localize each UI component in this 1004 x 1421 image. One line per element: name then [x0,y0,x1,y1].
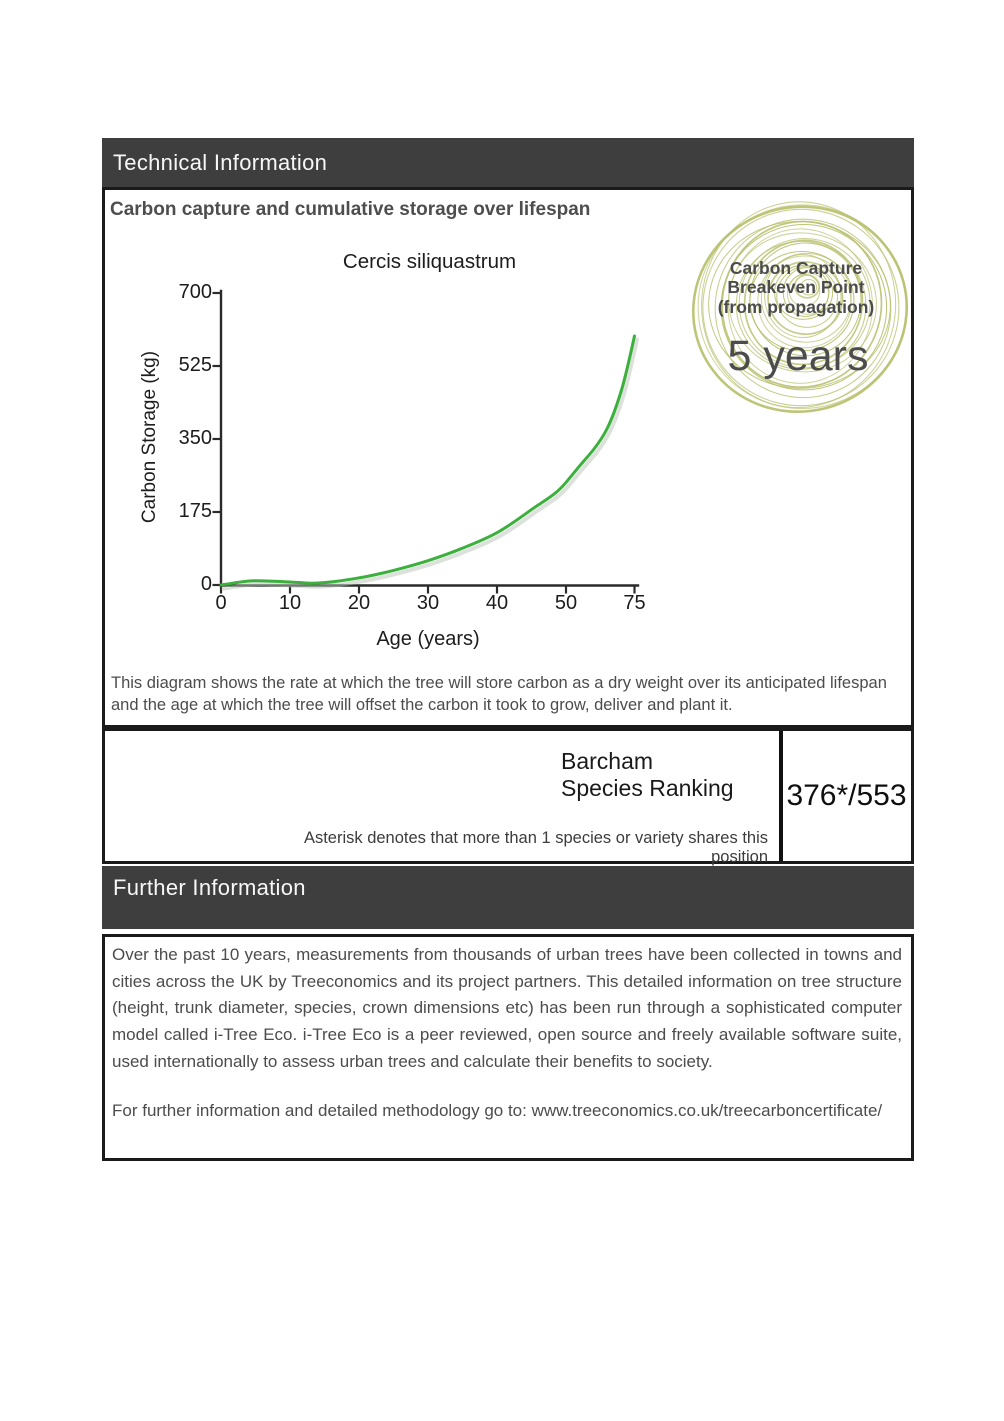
y-tick-label: 700 [178,281,212,303]
x-tick-label: 50 [554,592,578,614]
x-tick-label: 10 [278,592,302,614]
carbon-storage-curve [221,336,635,585]
breakeven-badge-title [671,259,921,317]
ranking-footnote: Asterisk denotes that more than 1 species or variety shares this position [303,829,768,866]
chart-caption: This diagram shows the rate at which the tree will store carbon as a dry weight over its anticipated lifespan and the age at which the tree will offset the carbon it took to grow, deliver and plant it. [111,674,887,714]
x-tick-label: 40 [485,592,509,614]
axis-ticks [213,293,635,594]
link-url[interactable]: www.treeconomics.co.uk/treecarboncertificate/ [531,1101,883,1120]
breakeven-badge-line3: (from propagation) [717,296,875,317]
technical-information-header [102,138,914,187]
breakeven-badge-line2: Breakeven Point [727,277,865,298]
species-ranking-label [561,748,734,802]
further-information-header [102,866,914,929]
technical-information-title: Technical Information [113,150,328,175]
carbon-storage-curve-shadow [224,340,638,589]
further-information-link-line [112,1101,902,1121]
further-information-title: Further Information [113,875,306,900]
link-prefix: For further information and detailed methodology go to: [112,1101,532,1120]
further-information-paragraph: Over the past 10 years, measurements from thousands of urban trees have been collected in towns and cities across the UK by Treeconomics and its project partners. This detailed information on tree structure (height, trunk diameter, species, crown dimensions etc) has been run through a sophisticated computer model called i-Tree Eco. i-Tree Eco is a peer reviewed, open source and freely available software suite, used internationally to assess urban trees and calculate their benefits to society. [112,945,902,1071]
ranking-brand: Barcham [561,748,654,774]
ranking-label-text: Species Ranking [561,775,734,801]
breakeven-years-value: 5 years [727,332,869,380]
x-tick-label: 20 [347,592,371,614]
ranking-value: 376*/553 [786,779,907,812]
x-tick-label: 30 [416,592,440,614]
carbon-storage-chart [130,240,690,660]
y-tick-label: 525 [178,354,212,376]
y-tick-label: 175 [178,500,212,522]
chart-section-heading: Carbon capture and cumulative storage over lifespan [110,199,591,220]
chart-title: Cercis siliquastrum [342,250,517,273]
chart-axes [221,291,638,586]
breakeven-badge-line1: Carbon Capture [729,258,863,278]
y-tick-label: 350 [178,427,212,449]
x-axis-label: Age (years) [376,628,480,650]
x-tick-label: 0 [215,592,227,614]
x-tick-label: 75 [623,592,646,614]
y-tick-label: 0 [200,573,212,595]
y-axis-label: Carbon Storage (kg) [139,350,160,524]
